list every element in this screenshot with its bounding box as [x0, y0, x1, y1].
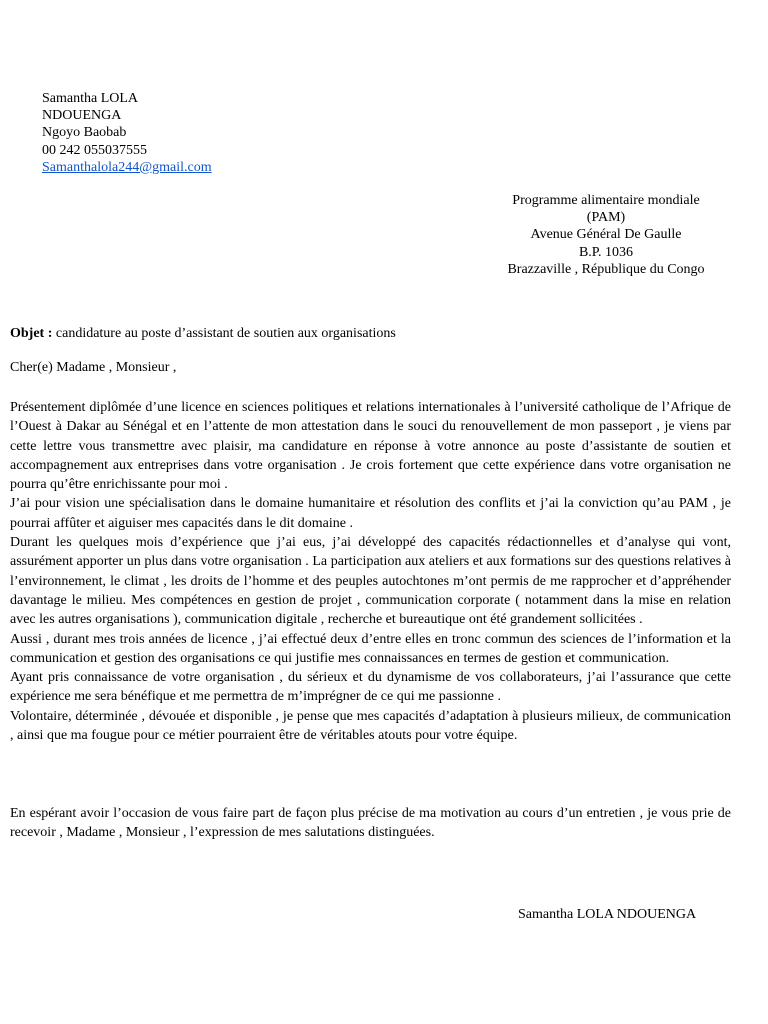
recipient-line5: Brazzaville , République du Congo: [507, 261, 705, 277]
body-paragraph: Aussi , durant mes trois années de licence , j’ai effectué deux d’entre elles en tronc commun des sciences de l’information et la communication et gestion des organisations ce qui justifie mes connaissances en termes de gestion et communication.: [10, 631, 731, 666]
recipient-line1: Programme alimentaire mondiale: [512, 193, 700, 208]
recipient-line3: Avenue Général De Gaulle: [530, 227, 682, 243]
closing-paragraph: En espérant avoir l’occasion de vous faire part de façon plus précise de ma motivation au cours d’un entretien , je vous prie de recevoir , Madame , Monsieur , l’expression de mes salutations distinguées.: [10, 806, 731, 841]
recipient-line2: (PAM): [586, 210, 626, 226]
body-paragraph: Ayant pris connaissance de votre organisation , du sérieux et du dynamisme de vos collaborateurs, j’ai l’assurance que cette expérience me sera bénéfique et me permettra de m’imprégner de ce qui me passionne .: [10, 670, 731, 705]
signature: Samantha LOLA NDOUENGA: [518, 907, 697, 922]
closing-block: [10, 804, 731, 843]
body-paragraph: Durant les quelques mois d’expérience que j’ai eus, j’ai développé des capacités rédactionnelles et d’analyse qui vont, assurément apporter un plus dans votre organisation . La participation aux ateliers et aux formations sur des questions relatives à l’environnement, le climat , les droits de l’homme et des peuples autochtones m’ont permis de me rapprocher et d’appréhender davantage le milieu. Mes compétences en gestion de projet , communication corporate ( notamment dans la mise en relation avec les autres organisations ), communication digitale , recherche et bureautique ont été grandement sollicitées .: [10, 535, 731, 628]
greeting: Cher(e) Madame , Monsieur ,: [10, 360, 177, 375]
sender-name-line1: Samantha LOLA: [42, 91, 139, 106]
recipient-line4: B.P. 1036: [578, 244, 634, 260]
body-paragraph: J’ai pour vision une spécialisation dans le domaine humanitaire et résolution des conflits et j’ai la conviction qu’au PAM , je pourrai affûter et aiguiser mes capacités dans le dit domaine .: [10, 496, 731, 531]
body-paragraph: Présentement diplômée d’une licence en sciences politiques et relations internationales à l’université catholique de l’Afrique de l’Ouest à Dakar au Sénégal et en l’attente de mon attestation dans le souci du renouvellement de mon passeport , je viens par cette lettre vous transmettre avec plaisir, ma candidature en réponse à votre annonce au poste d’assistante de soutien et accompagnement aux entreprises dans votre organisation . Je crois fortement que cette expérience dans votre organisation ne pourra qu’être enrichissante pour moi .: [10, 400, 731, 493]
recipient-block: [456, 192, 756, 278]
letter-body: [10, 398, 731, 745]
subject-text: candidature au poste d’assistant de soutien aux organisations: [52, 326, 396, 341]
sender-phone: 00 242 055037555: [42, 142, 147, 158]
subject-label: Objet :: [10, 326, 53, 341]
sender-name-line2: NDOUENGA: [42, 108, 122, 124]
body-paragraph: Volontaire, déterminée , dévouée et disponible , je pense que mes capacités d’adaptation à plusieurs milieux, de communication , ainsi que ma fougue pour ce métier pourraient être de véritables atouts pour votre équipe.: [10, 708, 731, 744]
sender-email-link[interactable]: Samanthalola244@gmail.com: [42, 159, 212, 175]
sender-address: Ngoyo Baobab: [42, 125, 127, 141]
sender-block: [42, 90, 212, 176]
subject-line: [10, 325, 396, 342]
